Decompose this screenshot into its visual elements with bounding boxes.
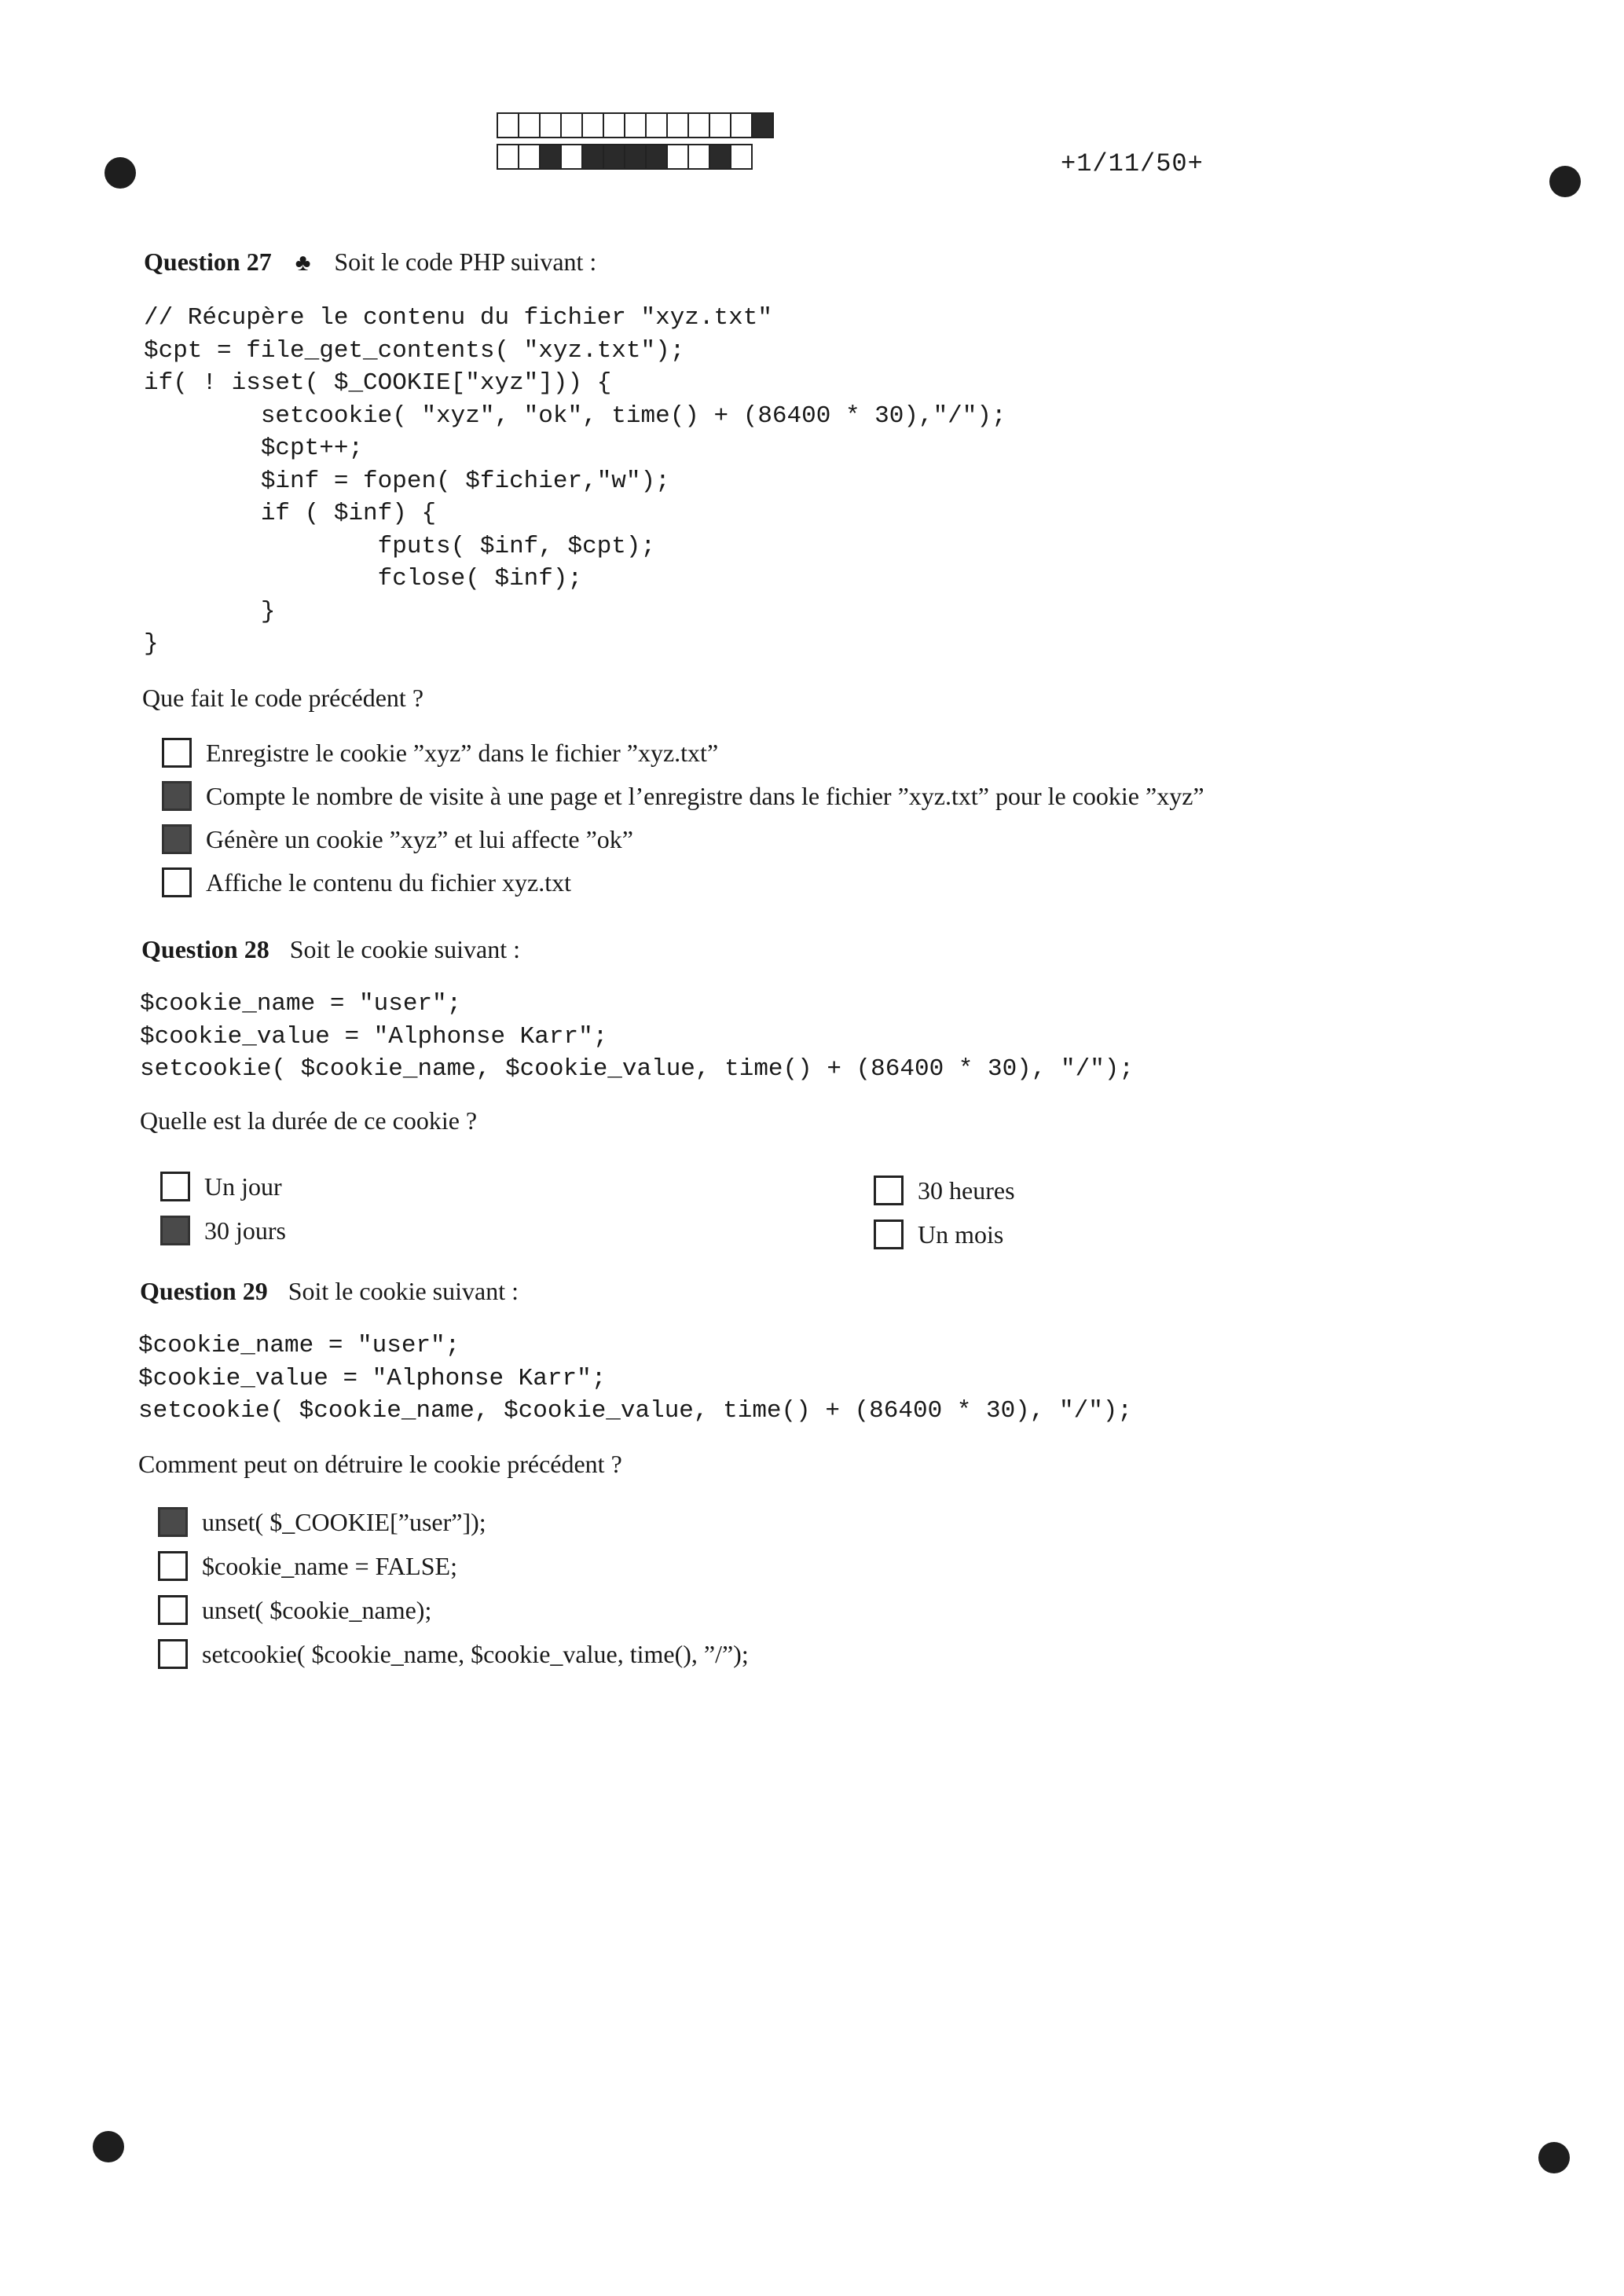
checkbox[interactable]: [874, 1220, 904, 1249]
choice-label: Compte le nombre de visite à une page et l’enregistre dans le fichier ”xyz.txt” pour le cookie ”xyz”: [206, 781, 1204, 810]
id-box: [539, 112, 562, 138]
registration-mark-top-left: [104, 157, 136, 189]
question-29-header: [140, 1277, 519, 1306]
id-box: [645, 144, 668, 170]
id-box: [581, 112, 604, 138]
q27-choice-4[interactable]: [162, 867, 571, 897]
q29-choice-4[interactable]: [158, 1639, 749, 1669]
choice-label: Affiche le contenu du fichier xyz.txt: [206, 867, 572, 897]
id-box: [560, 144, 583, 170]
page-code: +1/11/50+: [1061, 149, 1204, 178]
choice-label: 30 jours: [204, 1216, 286, 1245]
q28-choice-3[interactable]: [874, 1176, 1015, 1205]
id-boxes-row-1: [497, 112, 772, 138]
choice-label: 30 heures: [918, 1176, 1015, 1205]
question-number: Question 29: [140, 1277, 268, 1305]
question-intro: Soit le cookie suivant :: [289, 935, 520, 963]
code-block-q28: $cookie_name = "user"; $cookie_value = "Alphonse Karr"; setcookie( $cookie_name, $cookie_value, time() + (86400 * 30), "/");: [140, 990, 1135, 1083]
id-box: [497, 112, 519, 138]
choice-label: Un jour: [204, 1172, 282, 1201]
code-block-q29: $cookie_name = "user"; $cookie_value = "Alphonse Karr"; setcookie( $cookie_name, $cookie_value, time() + (86400 * 30), "/");: [138, 1332, 1133, 1425]
code-block-q27: // Récupère le contenu du fichier "xyz.txt" $cpt = file_get_contents( "xyz.txt"); if( ! isset( $_COOKIE["xyz"])) { setcookie( "xyz", "ok", time() + (86400 * 30),"/"); $cpt++; $inf = fopen( $fichier,"w"); if ( $inf) { fputs( $inf, $cpt); fclose( $inf); } }: [144, 304, 1006, 658]
id-box: [624, 144, 647, 170]
checkbox[interactable]: [874, 1176, 904, 1205]
question-29-prompt: Comment peut on détruire le cookie précédent ?: [138, 1450, 622, 1478]
choice-label: setcookie( $cookie_name, $cookie_value, time(), ”/”);: [202, 1639, 749, 1668]
choice-label: Génère un cookie ”xyz” et lui affecte ”ok”: [206, 824, 633, 853]
id-box: [497, 144, 519, 170]
checkbox[interactable]: [158, 1639, 188, 1669]
registration-mark-bottom-left: [93, 2131, 124, 2162]
choice-label: unset( $_COOKIE[”user”]);: [202, 1507, 486, 1536]
q27-choice-3[interactable]: [162, 824, 633, 854]
id-box: [666, 144, 689, 170]
q28-choice-4[interactable]: [874, 1220, 1003, 1249]
id-box: [539, 144, 562, 170]
q29-choice-2[interactable]: [158, 1551, 457, 1581]
question-27-prompt: Que fait le code précédent ?: [142, 684, 424, 712]
question-intro: Soit le code PHP suivant :: [334, 248, 597, 276]
choice-label: Un mois: [918, 1220, 1004, 1249]
q29-choice-1[interactable]: [158, 1507, 486, 1537]
checkbox[interactable]: [162, 824, 192, 854]
id-box: [560, 112, 583, 138]
q28-choice-1[interactable]: [160, 1172, 282, 1201]
id-box: [730, 144, 753, 170]
id-box: [730, 112, 753, 138]
q27-choice-2[interactable]: [162, 781, 1204, 811]
question-28-header: [141, 935, 520, 964]
id-box: [709, 144, 731, 170]
id-box: [518, 112, 541, 138]
id-box: [581, 144, 604, 170]
id-box: [645, 112, 668, 138]
checkbox[interactable]: [162, 738, 192, 768]
id-box: [518, 144, 541, 170]
q27-choice-1[interactable]: [162, 738, 718, 768]
checkbox[interactable]: [158, 1507, 188, 1537]
checkbox[interactable]: [162, 867, 192, 897]
id-box: [624, 112, 647, 138]
id-box: [709, 112, 731, 138]
club-icon: ♣: [295, 250, 311, 276]
registration-mark-top-right: [1549, 166, 1581, 197]
id-box: [666, 112, 689, 138]
q29-choice-3[interactable]: [158, 1595, 431, 1625]
choice-label: unset( $cookie_name);: [202, 1595, 432, 1624]
id-box: [687, 144, 710, 170]
q28-choice-2[interactable]: [160, 1216, 286, 1245]
question-number: Question 28: [141, 935, 269, 963]
checkbox[interactable]: [160, 1216, 190, 1245]
checkbox[interactable]: [158, 1551, 188, 1581]
id-box: [687, 112, 710, 138]
id-box: [603, 144, 625, 170]
choice-label: $cookie_name = FALSE;: [202, 1551, 457, 1580]
checkbox[interactable]: [158, 1595, 188, 1625]
id-boxes-row-2: [497, 144, 751, 170]
checkbox[interactable]: [160, 1172, 190, 1201]
question-number: Question 27: [144, 248, 272, 276]
question-28-prompt: Quelle est la durée de ce cookie ?: [140, 1106, 478, 1135]
id-box: [751, 112, 774, 138]
id-box: [603, 112, 625, 138]
question-27-header: [144, 248, 596, 277]
registration-mark-bottom-right: [1538, 2142, 1570, 2173]
question-intro: Soit le cookie suivant :: [288, 1277, 519, 1305]
checkbox[interactable]: [162, 781, 192, 811]
choice-label: Enregistre le cookie ”xyz” dans le fichier ”xyz.txt”: [206, 738, 719, 767]
